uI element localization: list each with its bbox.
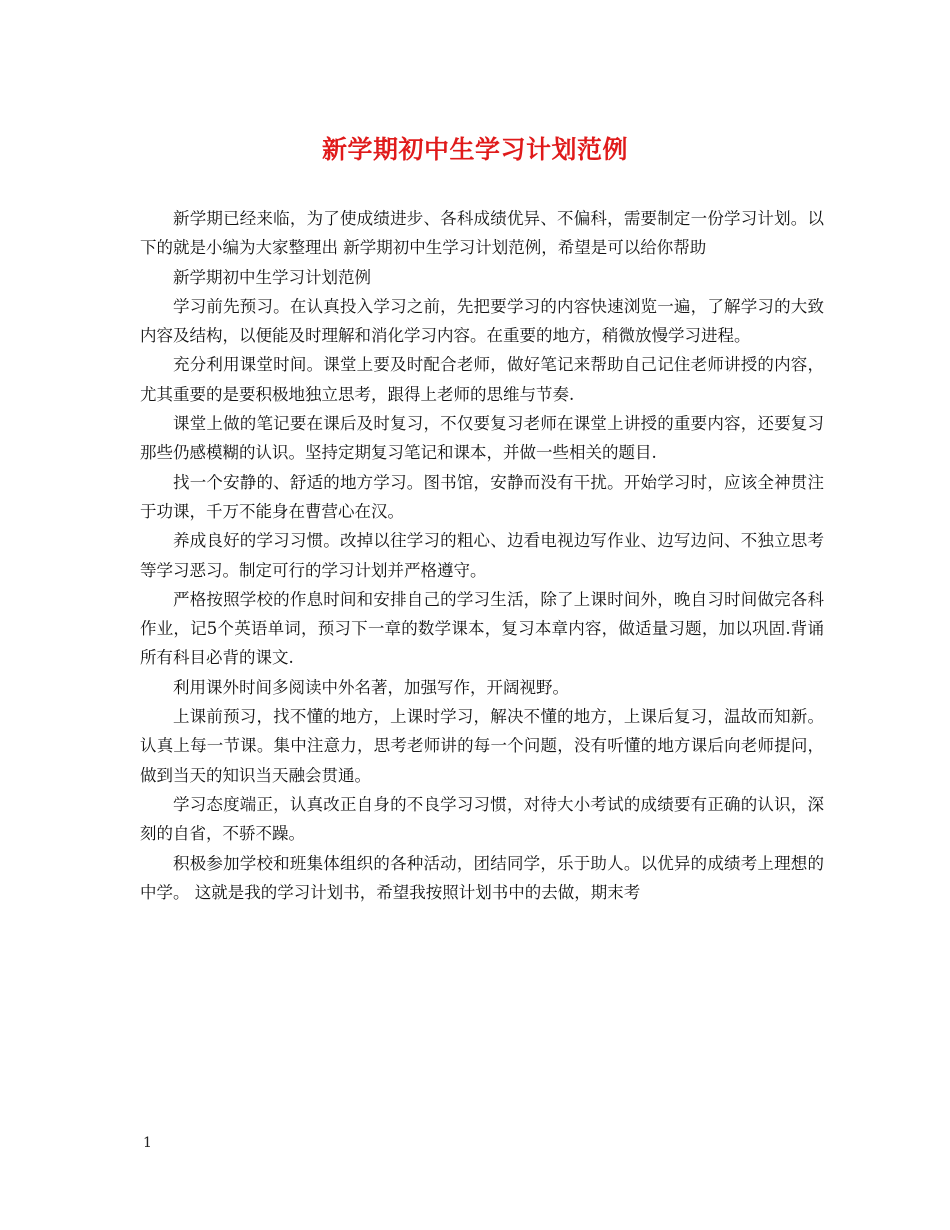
paragraph-schedule: 严格按照学校的作息时间和安排自己的学习生活，除了上课时间外，晚自习时间做完各科作业，记5个英语单词，预习下一章的数学课本，复习本章内容，做适量习题，加以巩固.背诵所有科目必背的课文. [140,589,824,668]
paragraph-classtime: 充分利用课堂时间。课堂上要及时配合老师，做好笔记来帮助自己记住老师讲授的内容，尤其重要的是要积极地独立思考，跟得上老师的思维与节奏. [140,355,824,404]
paragraph-quiet-place: 找一个安静的、舒适的地方学习。图书馆，安静而没有干扰。开始学习时，应该全神贯注于功课，千万不能身在曹营心在汉。 [140,472,824,521]
paragraph-habits: 养成良好的学习习惯。改掉以往学习的粗心、边看电视边写作业、边写边问、不独立思考等学习恶习。制定可行的学习计划并严格遵守。 [140,531,824,580]
document-body [140,204,824,907]
paragraph-review: 上课前预习，找不懂的地方，上课时学习，解决不懂的地方，上课后复习，温故而知新。 认真上每一节课。集中注意力，思考老师讲的每一个问题，没有听懂的地方课后向老师提问，做到当天的知识当天融会贯通。 [140,707,824,785]
paragraph-activities: 积极参加学校和班集体组织的各种活动，团结同学，乐于助人。以优异的成绩考上理想的中学。 这就是我的学习计划书，希望我按照计划书中的去做，期末考 [140,853,824,902]
document-title: 新学期初中生学习计划范例 [321,135,628,164]
paragraph-intro: 新学期已经来临，为了使成绩进步、各科成绩优异、不偏科，需要制定一份学习计划。以下的就是小编为大家整理出 新学期初中生学习计划范例，希望是可以给你帮助 [140,209,824,258]
paragraph-preview: 学习前先预习。在认真投入学习之前，先把要学习的内容快速浏览一遍，了解学习的大致内容及结构，以便能及时理解和消化学习内容。在重要的地方，稍微放慢学习进程。 [140,296,824,346]
paragraph-subtitle: 新学期初中生学习计划范例 [173,267,371,287]
paragraph-attitude: 学习态度端正，认真改正自身的不良学习习惯，对待大小考试的成绩要有正确的认识，深刻的自省，不骄不躁。 [140,794,824,844]
page-number: 1 [143,1135,152,1151]
paragraph-notes: 课堂上做的笔记要在课后及时复习，不仅要复习老师在课堂上讲授的重要内容，还要复习那些仍感模糊的认识。坚持定期复习笔记和课本，并做一些相关的题目. [140,414,824,463]
paragraph-reading: 利用课外时间多阅读中外名著，加强写作，开阔视野。 [173,677,569,697]
